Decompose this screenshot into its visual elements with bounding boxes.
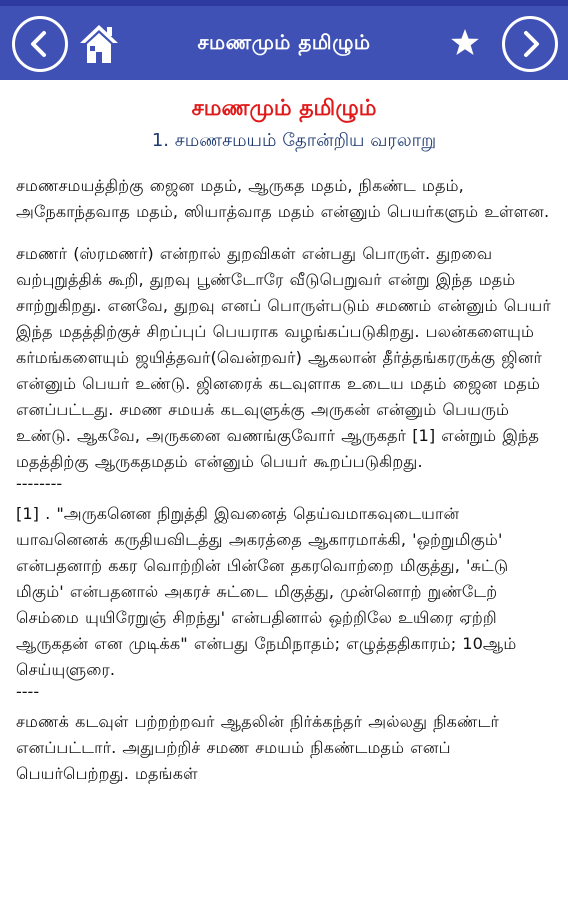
forward-arrow-icon	[515, 29, 545, 59]
back-button[interactable]	[12, 16, 68, 72]
app-title: சமணமும் தமிழும்	[197, 29, 371, 54]
paragraph: சமணசமயத்திற்கு ஜைன மதம், ஆருகத மதம், நிகண்ட மதம், அநேகாந்தவாத மதம், ஸியாத்வாத மதம் என்னும் பெயர்களும் உள்ளன.	[16, 176, 550, 221]
favorite-button[interactable]	[450, 28, 480, 58]
paragraph: சமணர் (ஸ்ரமணர்) என்றால் துறவிகள் என்பது பொருள். துறவை வற்புறுத்திக் கூறி, துறவு பூண்டோரே வீடுபெறுவர் என்று இந்த மதம் சாற்றுகிறது. எனவே, துறவு எனப் பொருள்படும் சமணம் என்னும் பெயர் இந்த மதத்திற்குச் சிறப்புப் பெயராக வழங்கப்படுகிறது. பலன்களையும் கர்மங்களையும் ஜயித்தவர்(வென்றவர்) ஆகலான் தீர்த்தங்கரருக்கு ஜினர் என்னும் பெயர் உண்டு. ஜினரைக் கடவுளாக உடைய மதம் ஜைன மதம் எனப்பட்டது. சமண சமயக் கடவுளுக்கு அருகன் என்னும் பெயரும் உண்டு. ஆகவே, அருகனை வணங்குவோர் ஆருகதர் [1] என்றும் இந்த மதத்திற்கு ஆருகதமதம் என்னும் பெயர் கூறப்படுகிறது.	[16, 244, 551, 471]
back-arrow-icon	[25, 29, 55, 59]
forward-button[interactable]	[502, 16, 558, 72]
home-icon	[78, 22, 120, 66]
document-content	[0, 80, 568, 787]
app-bar	[0, 6, 568, 80]
footnote: [1] . "அருகனென நிறுத்தி இவனைத் தெய்வமாகவுடையான் யாவனெனக் கருதியவிடத்து அகரத்தை ஆகாரமாக்கி, 'ஒற்றுமிகும்' என்பதனாற் ககர வொற்றின் பின்னே தகரவொற்றை மிகுத்து, 'சுட்டு மிகும்' என்பதனால் அகரச் சுட்டை மிகுத்து, முன்னொற் றுண்டேற் செம்மை யுயிரேறுஞ் சிறந்து' என்பதினால் ஒற்றிலே உயிரை ஏற்றி ஆருகதன் என முடிக்க" என்பது நேமிநாதம்; எழுத்ததிகாரம்; 10ஆம் செய்யுளுரை.	[16, 504, 517, 679]
paragraph: சமணக் கடவுள் பற்றற்றவர் ஆதலின் நிர்க்கந்தர் அல்லது நிகண்டர் எனப்பட்டார். அதுபற்றிச் சமண சமயம் நிகண்டமதம் எனப் பெயர்பெற்றது. மதங்கள்	[16, 712, 499, 783]
separator: --------	[16, 474, 63, 493]
document-title: சமணமும் தமிழும்	[191, 96, 377, 121]
chapter-heading: 1. சமணசமயம் தோன்றிய வரலாறு	[151, 130, 437, 151]
home-button[interactable]	[78, 22, 120, 66]
star-icon	[450, 28, 480, 58]
separator: ----	[16, 682, 40, 701]
